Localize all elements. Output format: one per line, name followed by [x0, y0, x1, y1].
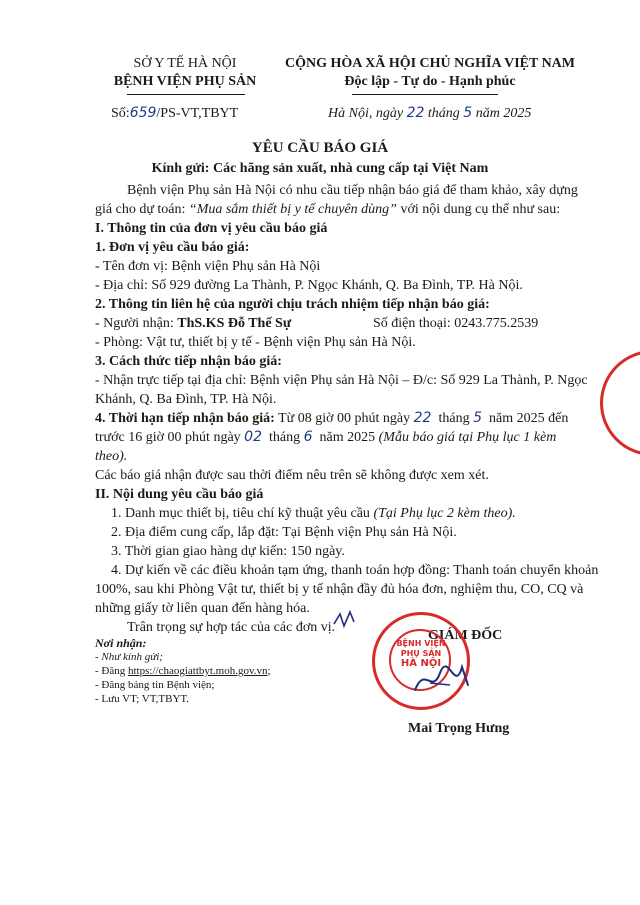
document-date: Hà Nội, ngày 22 tháng 5 năm 2025: [328, 105, 532, 121]
receiver-line: - Người nhận: ThS.KS Đỗ Thế Sự: [95, 316, 292, 331]
recipient-2: - Đăng https://chaogiattbyt.moh.gov.vn;: [95, 665, 271, 677]
motto-underline: [352, 94, 498, 95]
recipient-3: - Đăng bảng tin Bệnh viện;: [95, 679, 215, 691]
receiver-phone: Số điện thoại: 0243.775.2539: [373, 316, 539, 331]
date-day-handwritten: 22: [406, 105, 425, 121]
section-1-3-heading: 3. Cách thức tiếp nhận báo giá:: [95, 354, 282, 369]
section-2-item-1: 1. Danh mục thiết bị, tiêu chí kỹ thuật yêu cầu (Tại Phụ lục 2 kèm theo).: [111, 506, 516, 521]
issuer-department: SỞ Y TẾ HÀ NỘI: [133, 56, 237, 71]
deadline-day-2-handwritten: 02: [244, 429, 262, 445]
country-name: CỘNG HÒA XÃ HỘI CHỦ NGHĨA VIỆT NAM: [284, 56, 575, 71]
document-title: YÊU CẦU BÁO GIÁ: [251, 140, 389, 156]
intro-line-2: giá cho dự toán: “Mua sắm thiết bị y tế chuyên dùng” với nội dung cụ thể như sau:: [95, 202, 561, 217]
issuer-block: [100, 55, 270, 91]
method-line-1: - Nhận trực tiếp tại địa chỉ: Bệnh viện Phụ sản Hà Nội – Đ/c: Số 929 La Thành, P. Ngọc: [95, 373, 588, 388]
deadline-month-2-handwritten: 6: [303, 429, 313, 445]
signer-title: GIÁM ĐỐC: [428, 628, 503, 643]
document-number-handwritten: 659: [129, 105, 157, 121]
deadline-line-2: trước 16 giờ 00 phút ngày 02 tháng 6 năm 2025 (Mẫu báo giá tại Phụ lục 1 kèm: [95, 429, 557, 445]
handwritten-signature: [410, 655, 480, 705]
motto: Độc lập - Tự do - Hạnh phúc: [344, 74, 516, 89]
section-2-item-3: 3. Thời gian giao hàng dự kiến: 150 ngày.: [111, 544, 345, 559]
deadline-line-3: theo).: [95, 449, 128, 464]
deadline-line-1: 4. Thời hạn tiếp nhận báo giá: Từ 08 giờ 00 phút ngày 22 tháng 5 năm 2025 đến: [95, 410, 569, 426]
document-number: Số:659/PS-VT,TBYT: [111, 105, 239, 121]
recipient-4: - Lưu VT; VT,TBYT.: [95, 693, 190, 705]
late-note: Các báo giá nhận được sau thời điểm nêu trên sẽ không được xem xét.: [95, 468, 489, 483]
issuer-hospital: BỆNH VIỆN PHỤ SẢN: [113, 74, 257, 89]
section-2-item-2: 2. Địa điểm cung cấp, lắp đặt: Tại Bệnh viện Phụ sản Hà Nội.: [111, 525, 457, 540]
section-2-item-4-line-2: 100%, sau khi Phòng Vật tư, thiết bị y tế nhận đầy đủ hóa đơn, nghiệm thu, CO, CQ và: [95, 582, 584, 597]
intro-line-1: Bệnh viện Phụ sản Hà Nội có nhu cầu tiếp nhận báo giá để tham khảo, xây dựng: [127, 183, 578, 198]
receiver-department: - Phòng: Vật tư, thiết bị y tế - Bệnh viện Phụ sản Hà Nội.: [95, 335, 416, 350]
addressee: Kính gửi: Các hãng sản xuất, nhà cung cấp tại Việt Nam: [151, 161, 489, 176]
deadline-day-1-handwritten: 22: [413, 410, 432, 426]
recipient-1: - Như kính gửi;: [95, 651, 163, 663]
date-month-handwritten: 5: [463, 105, 473, 121]
issuer-underline: [127, 94, 245, 95]
section-1-2-heading: 2. Thông tin liên hệ của người chịu trách nhiệm tiếp nhận báo giá:: [95, 297, 490, 312]
closing-line: Trân trọng sự hợp tác của các đơn vị.: [127, 620, 336, 635]
method-line-2: Khánh, Q. Ba Đình, TP. Hà Nội.: [95, 392, 277, 407]
section-2-item-4-line-1: 4. Dự kiến về các điều khoản tạm ứng, thanh toán hợp đồng: Thanh toán chuyển khoản: [111, 563, 599, 578]
signer-name: Mai Trọng Hưng: [408, 721, 510, 736]
stamp-text: BỆNH VIỆN PHỤ SẢN HÀ NỘI: [396, 639, 446, 669]
national-motto-block: [275, 55, 585, 91]
unit-name: - Tên đơn vị: Bệnh viện Phụ sản Hà Nội: [95, 259, 321, 274]
initial-mark: [332, 610, 356, 630]
unit-address: - Địa chỉ: Số 929 đường La Thành, P. Ngọc Khánh, Q. Ba Đình, TP. Hà Nội.: [95, 278, 523, 293]
recipients-heading: Nơi nhận:: [95, 636, 147, 650]
section-2-item-4-line-3: những giấy tờ liên quan đến hàng hóa.: [95, 601, 310, 616]
section-2-heading: II. Nội dung yêu cầu báo giá: [95, 487, 264, 502]
deadline-month-1-handwritten: 5: [473, 410, 482, 426]
recipients-block: [95, 636, 271, 706]
edge-stamp: [600, 350, 640, 456]
recipient-link[interactable]: https://chaogiattbyt.moh.gov.vn: [128, 665, 268, 677]
section-1-1-heading: 1. Đơn vị yêu cầu báo giá:: [95, 240, 250, 255]
section-1-heading: I. Thông tin của đơn vị yêu cầu báo giá: [95, 221, 328, 236]
receiver-name: ThS.KS Đỗ Thế Sự: [177, 316, 292, 331]
